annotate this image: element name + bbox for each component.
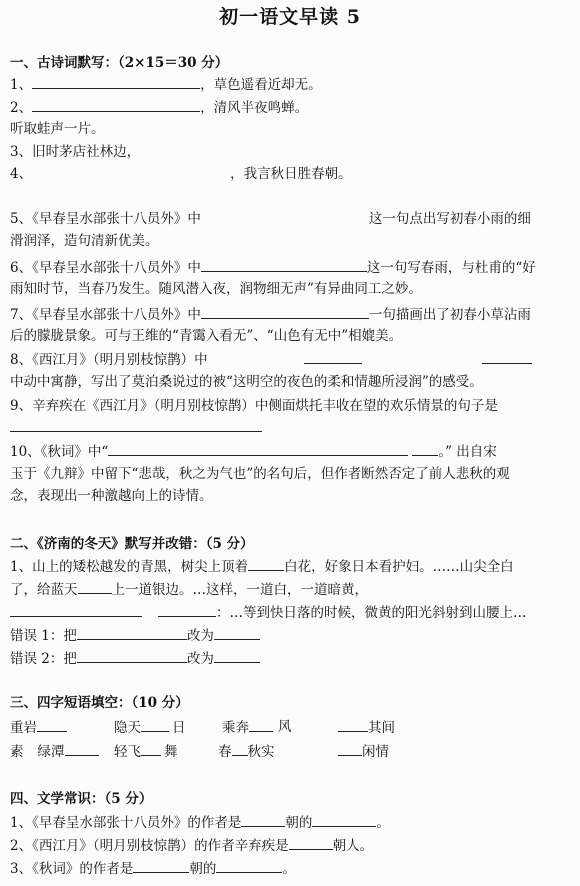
error-2-correct-blank[interactable]: [214, 649, 260, 663]
q8-blank-2[interactable]: [482, 350, 532, 364]
error-1-change-label: 改为: [186, 628, 214, 644]
q5-text-a: 5、《早春呈水部张十八员外》中: [10, 211, 201, 227]
q9-line: 9、辛弃疾在《西江月》（明月别枝惊鹊）中侧面烘托丰收在望的欢乐情景的句子是: [10, 398, 498, 414]
s4-q1-blank-1[interactable]: [241, 813, 285, 827]
q8-continuation: 中动中寓静，写出了莫泊桑说过的被“这明空的夜色的柔和情趣所浸润”的感受。: [10, 374, 483, 390]
q4-text: ，我言秋日胜春朝。: [230, 166, 352, 182]
q1-number: 1、: [10, 77, 33, 93]
section-2-header: 二、《济南的冬天》默写并改错：（5 分）: [10, 536, 254, 552]
s4-q1-text-a: 1、《早春呈水部张十八员外》的作者是: [10, 815, 242, 831]
s4-q3-blank-1[interactable]: [133, 859, 189, 873]
phrase-blank[interactable]: [338, 718, 368, 732]
q1-line: [10, 75, 322, 94]
phrase-3: [172, 718, 186, 737]
error-2-line: [10, 649, 260, 668]
phrase-11: [338, 742, 389, 761]
q2-line: [10, 98, 308, 117]
phrase-6: [338, 718, 395, 737]
q6-blank[interactable]: [201, 258, 367, 272]
q5-line: [10, 210, 531, 228]
q10-continuation-1: 玉于《九辩》中留下“悲哉，秋之为气也”的名句后，但作者断然否定了前人悲秋的观: [10, 466, 510, 482]
s2-blank-3[interactable]: [10, 603, 142, 617]
s2-line-2-text-a: 了，给蓝天: [10, 582, 78, 598]
phrase-5: [278, 718, 292, 736]
phrase-8: [114, 742, 161, 761]
phrase-2: [114, 718, 169, 737]
s2-blank-1[interactable]: [248, 557, 284, 571]
s2-blank-4[interactable]: [158, 603, 216, 617]
section-3-header: 三、四字短语填空：（10 分）: [10, 695, 189, 711]
q9-answer-line: [10, 418, 262, 437]
phrase-blank[interactable]: [141, 742, 161, 756]
q9-blank[interactable]: [10, 418, 262, 432]
error-2-wrong-blank[interactable]: [77, 649, 187, 663]
page-title: 初一语文早读 5: [219, 6, 361, 28]
phrase-text: 舞: [164, 744, 178, 760]
s4-q3-blank-2[interactable]: [216, 859, 282, 873]
phrase-blank[interactable]: [141, 718, 169, 732]
s4-q1-blank-2[interactable]: [312, 813, 376, 827]
phrase-text: 乘奔: [222, 720, 249, 736]
q10-continuation-2: 念，表现出一种激越向上的诗情。: [10, 488, 213, 504]
q2-text: ，清风半夜鸣蝉。: [200, 100, 309, 116]
q7-continuation: 后的朦胧景象。可与王维的“青霭入看无”、“山色有无中”相媲美。: [10, 328, 403, 344]
s4-q1-line: 1、《早春呈水部张十八员外》的作者是 朝的 。: [10, 815, 390, 831]
s4-q3-text-a: 3、《秋词》的作者是: [10, 861, 134, 877]
s4-q2-line: [10, 836, 373, 855]
phrase-text: 春: [218, 744, 232, 760]
q6-continuation: 雨知时节，当春乃发生。随风潜入夜，润物细无声”有异曲同工之妙。: [10, 281, 422, 297]
q7-text-a: 7、《早春呈水部张十八员外》中: [10, 307, 201, 323]
q6-text-b: 这一句写春雨，与杜甫的“好: [366, 260, 536, 276]
section-1-header: 一、古诗词默写：（2×15＝30 分）: [10, 55, 229, 71]
q8-line: [10, 350, 532, 369]
q5-text-b: 这一句点出写初春小雨的细: [368, 211, 531, 227]
phrase-7: [10, 742, 99, 761]
q10-line: [10, 442, 497, 461]
q10-text-b: 。” 出自宋: [438, 444, 497, 460]
phrase-text: 其间: [368, 720, 395, 736]
q6-text-a: 6、《早春呈水部张十八员外》中: [10, 260, 201, 276]
error-1-label: 错误 1：把: [10, 628, 77, 644]
s4-q2-blank[interactable]: [289, 836, 333, 850]
q10-blank-2[interactable]: [412, 442, 438, 456]
q7-blank[interactable]: [201, 305, 369, 319]
q7-line: [10, 305, 531, 324]
phrase-text: 素: [10, 744, 24, 760]
q2-blank[interactable]: [32, 98, 200, 112]
s4-q2-text-b: 朝人。: [332, 838, 374, 854]
s2-blank-2[interactable]: [78, 580, 112, 594]
s2-line-2-text-b: 上一道银边。…这样，一道白，一道暗黄，: [111, 582, 368, 598]
s4-q3-text-b: 朝的: [189, 861, 217, 877]
phrase-text: 日: [172, 720, 186, 736]
q10-blank[interactable]: [108, 442, 408, 456]
q3-line: 3、旧时茅店社林边，: [10, 144, 141, 160]
q7-text-b: 一句描画出了初春小草沾雨: [368, 307, 531, 323]
s2-line-3: [10, 603, 527, 622]
q6-line: [10, 258, 536, 277]
phrase-text: 闲情: [362, 744, 389, 760]
phrase-text: 隐天: [114, 720, 141, 736]
q4-line: [10, 165, 352, 183]
error-2-change-label: 改为: [186, 651, 214, 667]
phrase-9: [164, 742, 178, 761]
phrase-blank[interactable]: [65, 742, 99, 756]
q8-blank-1[interactable]: [304, 350, 362, 364]
phrase-blank[interactable]: [249, 718, 273, 732]
s4-q3-line: 3、《秋词》的作者是 朝的 。: [10, 861, 296, 877]
q10-text-a: 10、《秋词》中“: [10, 444, 109, 460]
s4-q2-text-a: 2、《西江月》（明月别枝惊鹊）的作者辛弃疾是: [10, 838, 289, 854]
phrase-text: 重岩: [10, 720, 37, 736]
s4-q1-text-b: 朝的: [285, 815, 313, 831]
q2-number: 2、: [10, 100, 33, 116]
q5-continuation: 滑润泽，造句清新优美。: [10, 233, 159, 249]
s2-line-3-text: ：…等到快日落的时候，微黄的阳光斜射到山腰上…: [216, 605, 527, 621]
phrase-4: [222, 718, 273, 737]
phrase-text: 轻飞: [114, 744, 141, 760]
phrase-blank[interactable]: [37, 718, 67, 732]
section-4-header: 四、文学常识：（5 分）: [10, 791, 153, 807]
phrase-10: [218, 742, 275, 761]
error-1-correct-blank[interactable]: [214, 626, 260, 640]
q1-blank[interactable]: [32, 75, 200, 89]
s2-line-1: [10, 557, 514, 576]
phrase-blank[interactable]: [232, 742, 248, 756]
s2-line-1-text-b: 白花，好象日本看护妇。……山尖全白: [284, 559, 514, 575]
q1-text: ，草色遥看近却无。: [200, 77, 322, 93]
phrase-text: 风: [278, 719, 292, 735]
phrase-1: [10, 718, 67, 737]
error-1-line: [10, 626, 260, 645]
phrase-text: 绿潭: [37, 744, 65, 760]
s2-line-2: [10, 580, 368, 599]
q8-text-a: 8、《西江月》（明月别枝惊鹊）中: [10, 352, 208, 368]
q4-number: 4、: [10, 166, 33, 182]
q2-continuation: 听取蛙声一片。: [10, 121, 105, 137]
phrase-blank[interactable]: [338, 742, 362, 756]
phrase-text: 秋实: [247, 744, 275, 760]
s2-line-1-text-a: 1、山上的矮松越发的青黑，树尖上顶着: [10, 559, 249, 575]
error-1-wrong-blank[interactable]: [77, 626, 187, 640]
error-2-label: 错误 2：把: [10, 651, 77, 667]
